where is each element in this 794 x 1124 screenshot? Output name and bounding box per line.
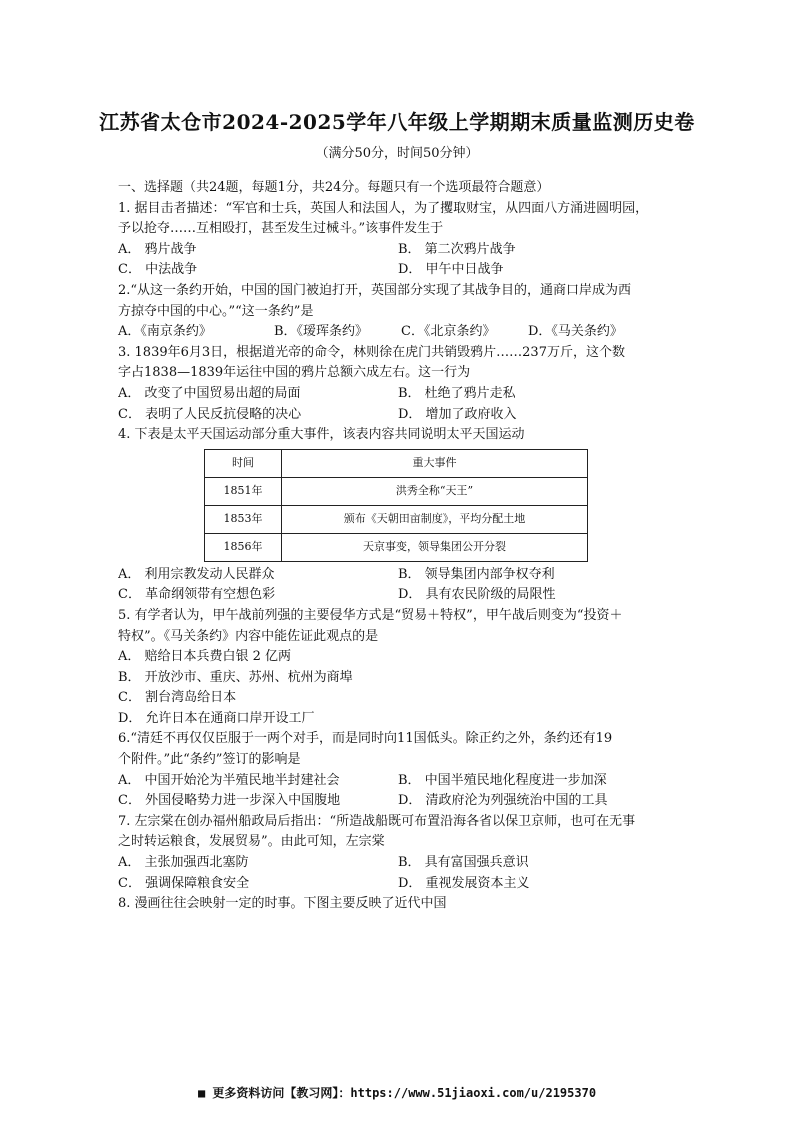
option-a: A． 鸦片战争 [118, 241, 197, 257]
option-b: B． 领导集团内部争权夺利 [398, 566, 555, 582]
question-7 [118, 812, 678, 894]
option-b: B．《瑷珲条约》 [274, 324, 369, 340]
question-stem-line: 8. 漫画往往会映射一定的时事。下图主要反映了近代中国 [118, 896, 447, 912]
option-d: D．《马关条约》 [528, 324, 623, 340]
option-a: A．《南京条约》 [118, 324, 212, 340]
option-d: D． 增加了政府收入 [398, 406, 517, 422]
option-a: A． 主张加强西北塞防 [118, 855, 249, 871]
option-c: C． 中法战争 [118, 262, 198, 278]
table-cell-year: 1853年 [205, 505, 282, 533]
option-c: C． 革命纲领带有空想色彩 [118, 587, 276, 603]
table-row [205, 533, 588, 561]
option-c: C． 外国侵略势力进一步深入中国腹地 [118, 793, 341, 809]
options-row [118, 240, 678, 261]
options-row [118, 585, 678, 606]
options-row [118, 853, 678, 874]
question-4 [118, 425, 678, 606]
question-stem-line: 特权”。《马关条约》内容中能佐证此观点的是 [118, 628, 379, 644]
options-row [118, 405, 678, 426]
question-stem-line: 3. 1839年6月3日，根据道光帝的命令，林则徐在虎门共销毁鸦片……237万斤，这个数 [118, 344, 625, 360]
option-c: C． 强调保障粮食安全 [118, 875, 250, 891]
option-c: C． 割台湾岛给日本 [118, 690, 237, 706]
table-header-row [205, 449, 588, 477]
question-2 [118, 281, 678, 343]
question-stem-line: 1. 据目击者描述：“军官和士兵，英国人和法国人，为了攫取财宝，从四面八方涌进圆明园， [118, 200, 649, 216]
question-6 [118, 729, 678, 811]
table-cell-event: 天京事变，领导集团公开分裂 [282, 533, 588, 561]
option-b: B． 杜绝了鸦片走私 [398, 385, 516, 401]
option-d: D． 甲午中日战争 [398, 262, 504, 278]
question-stem-line: 6.“清廷不再仅仅臣服于一两个对手，而是同时向11国低头。除正约之外，条约还有19 [118, 731, 613, 747]
option-d: D． 清政府沦为列强统治中国的工具 [398, 793, 608, 809]
question-stem-line: 予以抢夺……互相殴打，甚至发生过械斗。”该事件发生于 [118, 221, 444, 237]
option-d: D． 具有农民阶级的局限性 [398, 587, 556, 603]
options-row [118, 565, 678, 586]
table-header-cell: 重大事件 [282, 449, 588, 477]
table-row [205, 477, 588, 505]
events-table [204, 449, 588, 562]
option-a: A． 赔给日本兵费白银 2 亿两 [118, 649, 292, 665]
option-d: D． 重视发展资本主义 [398, 875, 530, 891]
options-row [118, 260, 678, 281]
question-stem-line: 5. 有学者认为，甲午战前列强的主要侵华方式是“贸易＋特权”，甲午战后则变为“投资＋ [118, 607, 623, 623]
option-d: D． 允许日本在通商口岸开设工厂 [118, 710, 315, 726]
option-c: C．《北京条约》 [401, 324, 496, 340]
option-a: A． 利用宗教发动人民群众 [118, 566, 275, 582]
table-header-cell: 时间 [205, 449, 282, 477]
options-row [118, 322, 678, 343]
option-a: A． 改变了中国贸易出超的局面 [118, 385, 301, 401]
table-row [205, 505, 588, 533]
question-8 [118, 894, 678, 915]
question-5 [118, 606, 678, 730]
table-cell-event: 洪秀全称“天王” [282, 477, 588, 505]
option-b: B． 开放沙市、重庆、苏州、杭州为商埠 [118, 669, 353, 685]
table-cell-year: 1856年 [205, 533, 282, 561]
option-b: B． 具有富国强兵意识 [398, 855, 529, 871]
question-1 [118, 199, 678, 281]
question-stem-line: 个附件。”此“条约”签订的影响是 [118, 752, 301, 768]
options-row [118, 874, 678, 895]
option-a: A． 中国开始沦为半殖民地半封建社会 [118, 772, 340, 788]
exam-subtitle: （满分50分，时间50分钟） [315, 146, 479, 161]
question-stem-line: 字占1838—1839年运往中国的鸦片总额六成左右。这一行为 [118, 365, 471, 381]
question-stem-line: 2.“从这一条约开始，中国的国门被迫打开，英国部分实现了其战争目的，通商口岸成为西 [118, 282, 632, 298]
table-cell-year: 1851年 [205, 477, 282, 505]
exam-content [118, 178, 678, 915]
question-stem-line: 之时转运粮食，发展贸易”。由此可知，左宗棠 [118, 834, 385, 850]
section-heading: 一、选择题（共24题，每题1分，共24分。每题只有一个选项最符合题意） [118, 180, 550, 195]
options-row [118, 384, 678, 405]
exam-title: 江苏省太仓市2024-2025学年八年级上学期期末质量监测历史卷 [99, 110, 695, 134]
question-3 [118, 343, 678, 425]
table-cell-event: 颁布《天朝田亩制度》，平均分配土地 [282, 505, 588, 533]
option-c: C． 表明了人民反抗侵略的决心 [118, 406, 302, 422]
question-stem-line: 方掠夺中国的中心。”“这一条约”是 [118, 303, 314, 319]
question-stem-line: 7. 左宗棠在创办福州船政局后指出：“所造战船既可布置沿海各省以保卫京师，也可在无事 [118, 813, 636, 829]
options-row [118, 771, 678, 792]
question-stem-line: 4. 下表是太平天国运动部分重大事件，该表内容共同说明太平天国运动 [118, 427, 525, 443]
options-row [118, 791, 678, 812]
footer-link[interactable]: ■ 更多资料访问【教习网】：https://www.51jiaoxi.com/u/2195370 [197, 1086, 597, 1100]
option-b: B． 第二次鸦片战争 [398, 241, 516, 257]
option-b: B． 中国半殖民地化程度进一步加深 [398, 772, 607, 788]
